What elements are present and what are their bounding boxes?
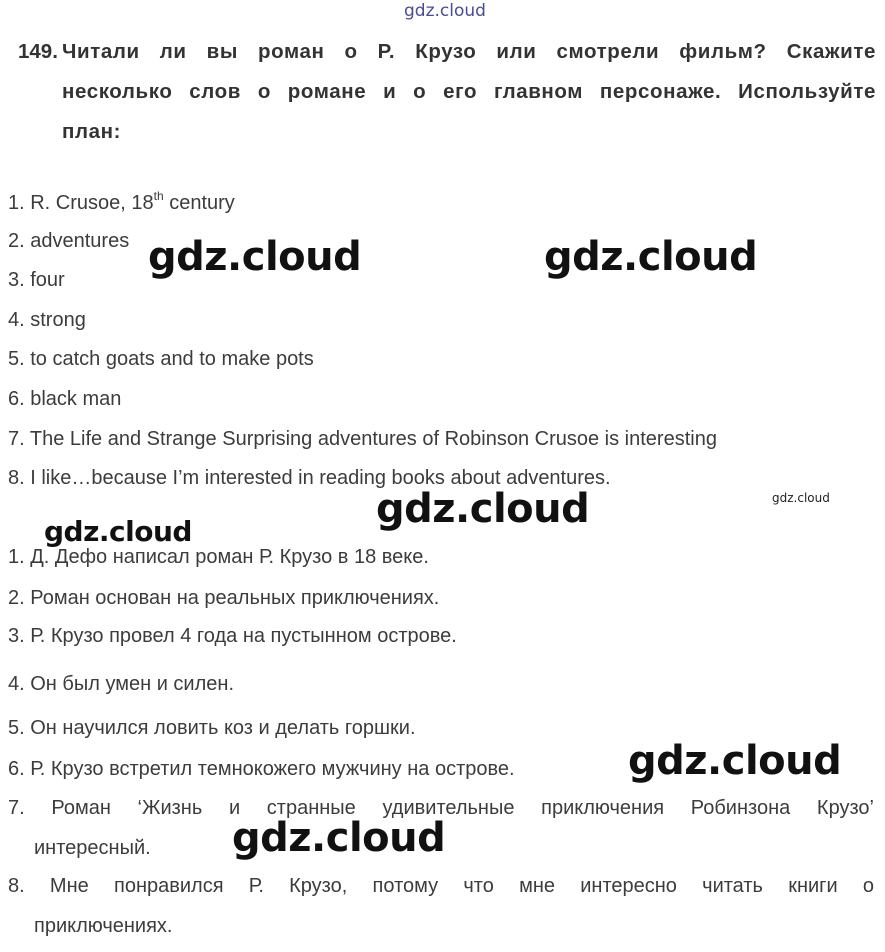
english-answer-1-suffix: century (163, 192, 235, 214)
ordinal-suffix: th (153, 189, 164, 203)
task-number: 149. (18, 40, 58, 63)
english-answer-1 (8, 189, 235, 215)
english-answer-8: 8. I like…because I’m interested in reading books about adventures. (8, 467, 611, 489)
english-answer-2: 2. adventures (8, 230, 130, 252)
watermark[interactable]: gdz.cloud (44, 515, 192, 548)
watermark[interactable]: gdz.cloud (232, 815, 446, 861)
russian-answer-8-continued: приключениях. (34, 915, 173, 937)
watermark[interactable]: gdz.cloud (376, 486, 590, 532)
english-answer-5: 5. to catch goats and to make pots (8, 348, 314, 370)
english-answer-1-text: 1. R. Crusoe, 18 (8, 192, 154, 214)
russian-answer-4: 4. Он был умен и силен. (8, 673, 234, 695)
watermark-top[interactable]: gdz.cloud (404, 1, 486, 21)
english-answer-3: 3. four (8, 269, 65, 291)
task-statement (18, 32, 876, 152)
watermark[interactable]: gdz.cloud (628, 738, 842, 784)
russian-answer-7-continued: интересный. (34, 837, 151, 859)
english-answer-4: 4. strong (8, 309, 86, 331)
russian-answer-3: 3. Р. Крузо провел 4 года на пустынном острове. (8, 625, 457, 647)
task-text: Читали ли вы роман о Р. Крузо или смотрели фильм? Скажите несколько слов о романе и о его главном персонаже. Используйте план: (62, 40, 876, 143)
russian-answer-8: 8. Мне понравился Р. Крузо, потому что мне интересно читать книги о (8, 875, 874, 897)
english-answer-6: 6. black man (8, 388, 122, 410)
watermark[interactable]: gdz.cloud (544, 234, 758, 280)
russian-answer-7: 7. Роман ‘Жизнь и странные удивительные приключения Робинзона Крузо’ (8, 797, 874, 819)
russian-answer-5: 5. Он научился ловить коз и делать горшки. (8, 717, 416, 739)
russian-answer-2: 2. Роман основан на реальных приключениях. (8, 587, 440, 609)
watermark-small[interactable]: gdz.cloud (772, 491, 830, 505)
watermark[interactable]: gdz.cloud (148, 234, 362, 280)
russian-answer-1: 1. Д. Дефо написал роман Р. Крузо в 18 веке. (8, 546, 429, 568)
russian-answer-6: 6. Р. Крузо встретил темнокожего мужчину на острове. (8, 758, 515, 780)
english-answer-7: 7. The Life and Strange Surprising adventures of Robinson Crusoe is interesting (8, 428, 717, 450)
